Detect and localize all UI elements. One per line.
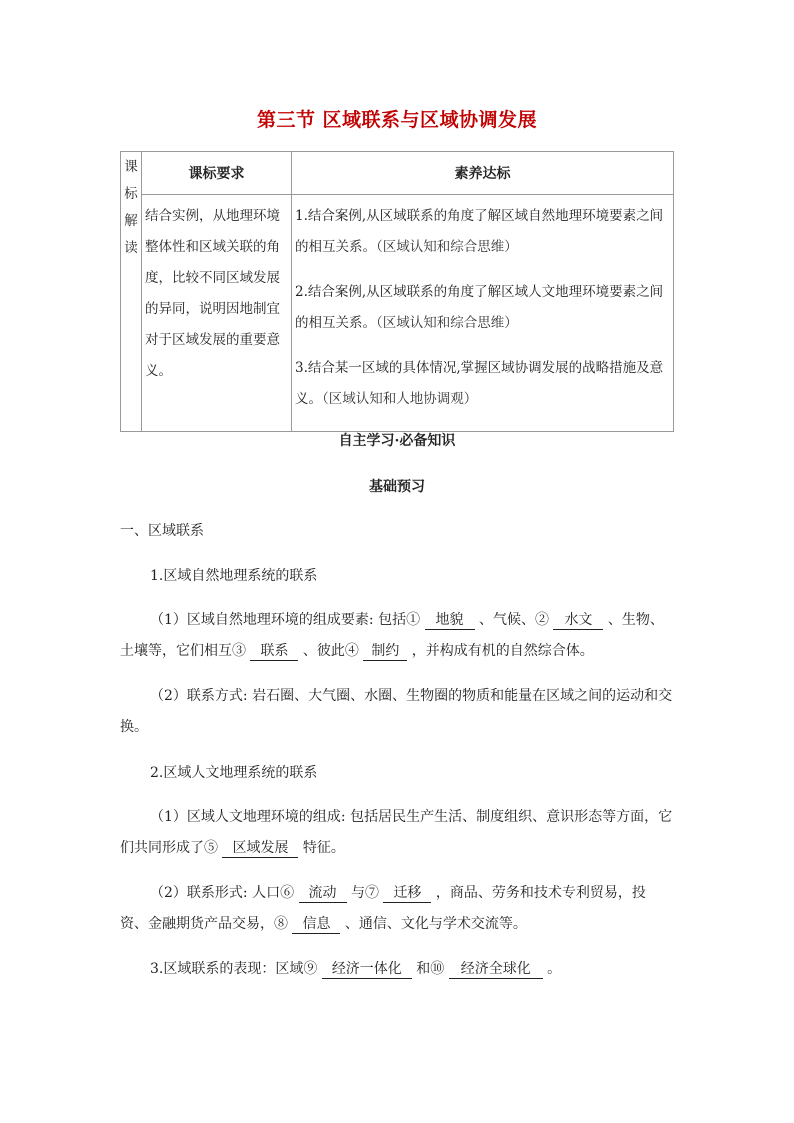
- text-run: 、气候、②: [474, 612, 554, 628]
- answer-blank: 流动: [299, 885, 347, 903]
- standard-item: [295, 277, 671, 339]
- section-heading: 自主学习·必备知识: [338, 433, 456, 449]
- s1-para1-line1: [150, 609, 664, 630]
- s2-para2-line1: [150, 882, 646, 903]
- text-run: 资、金融期货产品交易，⑧: [120, 916, 293, 932]
- text-run: 、彼此④: [298, 643, 364, 659]
- side-char: 读: [124, 240, 138, 256]
- answer-blank: 制约: [363, 643, 407, 661]
- s2-title: 2.区域人文地理系统的联系: [150, 765, 318, 781]
- answer-blank: 联系: [250, 643, 298, 661]
- s2-para1-line2: [120, 837, 345, 858]
- page-title: 第三节 区域联系与区域协调发展: [256, 109, 538, 131]
- standards-cell: [292, 195, 674, 432]
- answer-blank: 经济全球化: [449, 961, 543, 979]
- standard-note: （区域认知和综合思维）: [376, 315, 518, 331]
- sub-heading: 基础预习: [369, 479, 425, 495]
- text-run: 、生物、: [603, 612, 664, 628]
- s1-para2-line1: （2）联系方式: 岩石圈、大气圈、水圈、生物圈的物质和能量在区域之间的运动和交: [150, 688, 673, 704]
- answer-blank: 地貌: [425, 612, 475, 630]
- text-run: ，并构成有机的自然综合体。: [407, 643, 594, 659]
- table-side-label: [121, 152, 142, 432]
- part-heading: 一、区域联系: [120, 523, 204, 539]
- standard-text: 2.结合案例,从区域联系的角度了解区域人文地理环境要素之间的相互关系。: [295, 284, 664, 331]
- text-run: 。: [542, 961, 562, 977]
- s2-para2-line2: [120, 913, 527, 934]
- requirement-text: 结合实例，从地理环境整体性和区域关联的角度，比较不同区域发展的异同，说明因地制宜对于区域发展的重要意义。: [142, 195, 292, 432]
- text-run: 们共同形成了⑤: [120, 840, 223, 856]
- text-run: 与⑦: [346, 885, 384, 901]
- s2-para1-line1: （1）区域人文地理环境的组成: 包括居民生产生活、制度组织、意识形态等方面，它: [150, 809, 673, 825]
- text-run: ，商品、劳务和技术专利贸易，投: [431, 885, 646, 901]
- text-run: 和⑩: [411, 961, 449, 977]
- standard-note: （区域认知和人地协调观）: [322, 391, 478, 407]
- answer-blank: 水文: [553, 612, 603, 630]
- text-run: 、通信、文化与学术交流等。: [340, 916, 527, 932]
- answer-blank: 迁移: [383, 885, 431, 903]
- standard-text: 3.结合某一区域的具体情况,掌握区域协调发展的战略措施及意义。: [295, 360, 664, 407]
- standard-text: 1.结合案例,从区域联系的角度了解区域自然地理环境要素之间的相互关系。: [295, 208, 664, 255]
- s1-para1-line2: [120, 640, 594, 661]
- s3-line: [150, 958, 561, 979]
- standard-item: [295, 201, 671, 263]
- s1-para2-line2: 换。: [120, 719, 148, 735]
- answer-blank: 经济一体化: [322, 961, 412, 979]
- header-requirements: 课标要求: [142, 152, 292, 195]
- curriculum-table: [120, 151, 674, 432]
- side-char: 课: [124, 159, 138, 175]
- text-run: 3.区域联系的表现：区域⑨: [150, 961, 322, 977]
- standard-note: （区域认知和综合思维）: [376, 239, 518, 255]
- side-char: 解: [124, 213, 138, 229]
- side-char: 标: [124, 186, 138, 202]
- text-run: 土壤等，它们相互③: [120, 643, 251, 659]
- s1-title: 1.区域自然地理系统的联系: [150, 568, 318, 584]
- header-standards: 素养达标: [292, 152, 674, 195]
- text-run: 特征。: [298, 840, 345, 856]
- answer-blank: 信息: [292, 916, 340, 934]
- answer-blank: 区域发展: [222, 840, 298, 858]
- text-run: （2）联系形式: 人口⑥: [150, 885, 299, 901]
- text-run: （1）区域自然地理环境的组成要素: 包括①: [150, 612, 425, 628]
- standard-item: [295, 353, 671, 415]
